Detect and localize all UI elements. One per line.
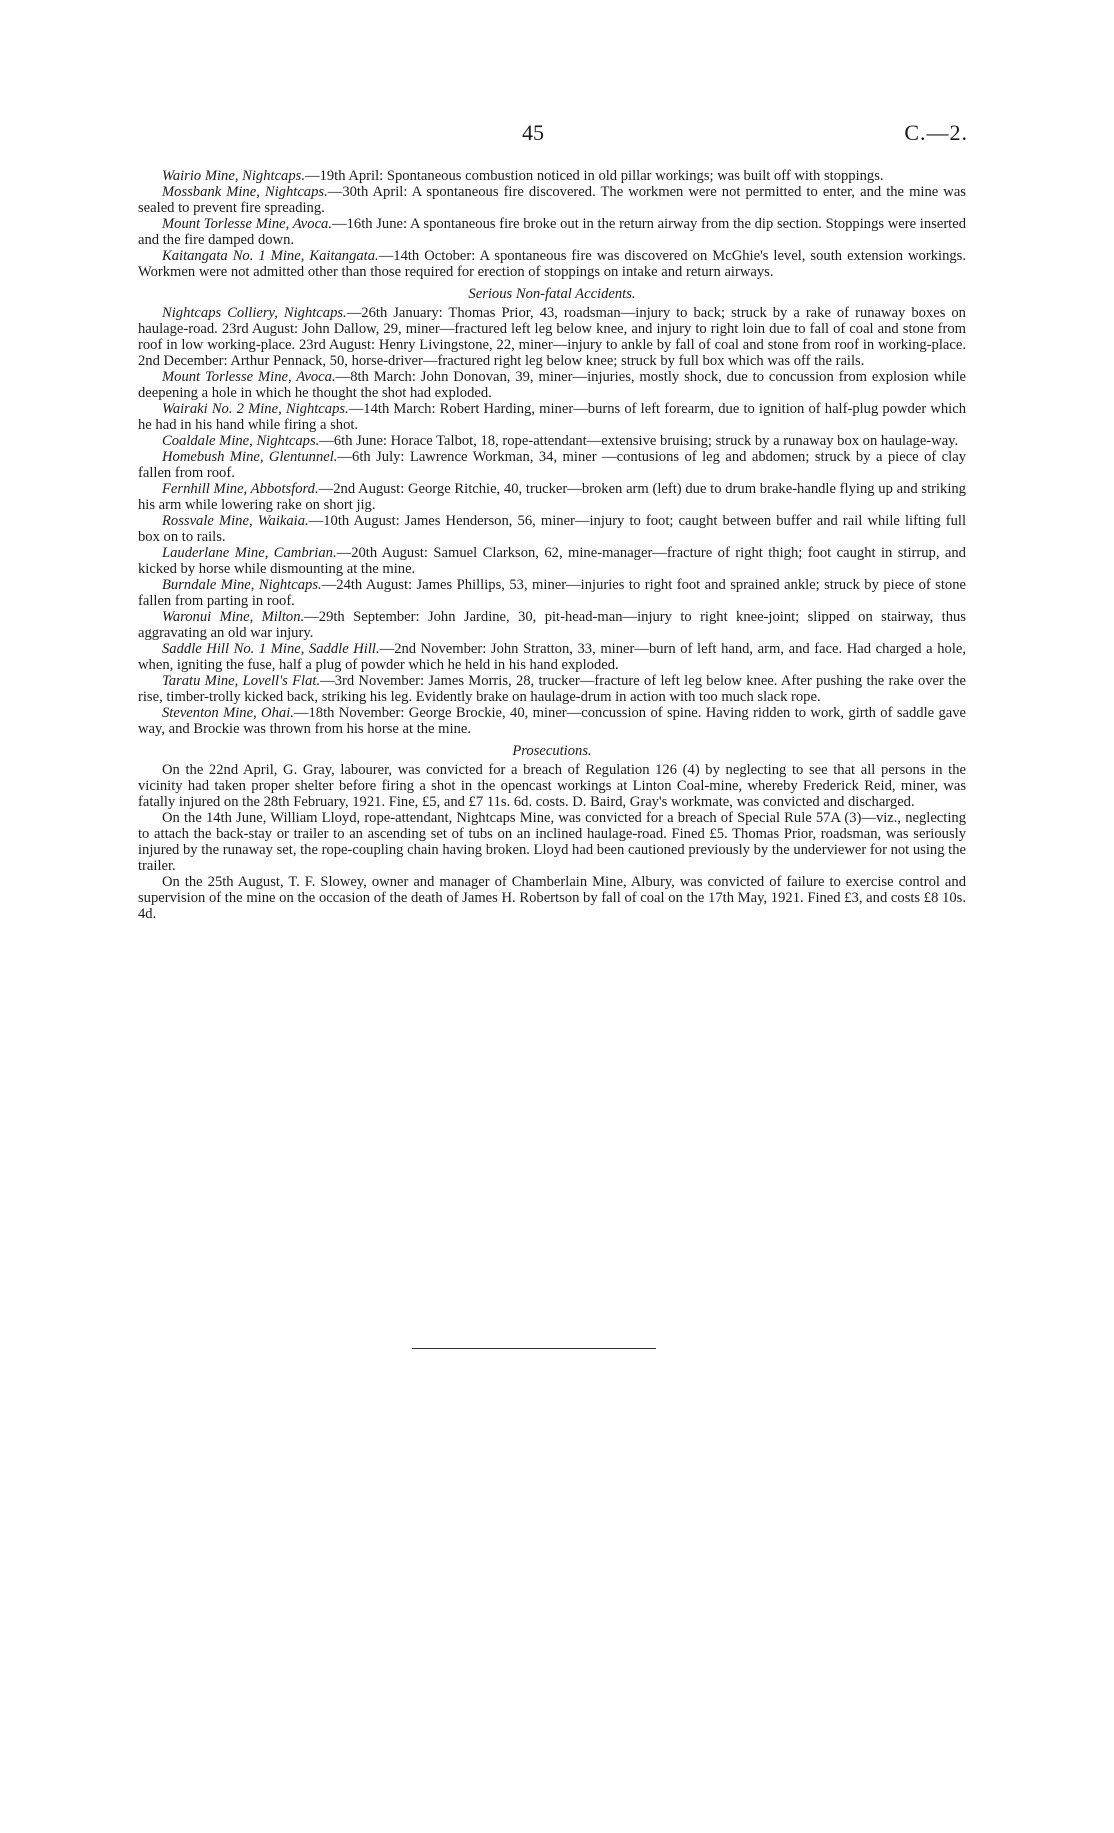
accident-entry [138,577,966,609]
prosecution-paragraph: On the 14th June, William Lloyd, rope-attendant, Nightcaps Mine, was convicted for a breach of Special Rule 57A (3)—viz., neglecting to attach the back-stay or trailer to an ascending set of tubs on an inclined haulage-road. Fined £5. Thomas Prior, roadsman, was seriously injured by the runaway set, the rope-coupling chain having broken. Lloyd had been cautioned previously by the underviewer for not using the trailer. [138,810,966,874]
entry-text: —6th June: Horace Talbot, 18, rope-attendant—extensive bruising; struck by a runaway box on haulage-way. [319,433,959,449]
accident-entry [138,545,966,577]
fire-reports [138,168,966,280]
mine-name: Nightcaps Colliery, Nightcaps. [162,305,347,321]
end-rule [412,1348,656,1349]
mine-name: Coaldale Mine, Nightcaps. [162,433,320,449]
prosecution-paragraph: On the 22nd April, G. Gray, labourer, was convicted for a breach of Regulation 126 (4) by neglecting to see that all persons in the vicinity had taken proper shelter before firing a shot in the opencast workings at Linton Coal-mine, whereby Frederick Reid, miner, was fatally injured on the 28th February, 1921. Fine, £5, and £7 11s. 6d. costs. D. Baird, Gray's workmate, was convicted and discharged. [138,762,966,810]
accident-entry [138,401,966,433]
page-body [138,168,966,922]
mine-name: Lauderlane Mine, Cambrian. [162,545,337,561]
prosecutions-heading: Prosecutions. [512,743,592,759]
entry-text: —10th August: James Henderson, 56, miner—injury to foot; caught between buffer and rail while lifting full box on to rails. [138,513,967,545]
mine-name: Mount Torlesse Mine, Avoca. [162,369,336,385]
entry-text: —14th October: A spontaneous fire was discovered on McGhie's level, south extension workings. Workmen were not admitted other than those required for erection of stoppings on intake and return airways. [138,248,966,280]
mine-name: Burndale Mine, Nightcaps. [162,577,322,593]
entry-text: —19th April: Spontaneous combustion noticed in old pillar workings; was built off with stoppings. [304,168,884,184]
accidents-heading: Serious Non-fatal Accidents. [468,286,636,302]
entry-text: —16th June: A spontaneous fire broke out in the return airway from the dip section. Stoppings were inserted and the fire damped down. [138,216,967,248]
entry-text: —2nd August: George Ritchie, 40, trucker—broken arm (left) due to drum brake-handle flying up and striking his arm while lowering rake on short jig. [138,481,966,513]
fire-entry [138,184,966,216]
mine-name: Fernhill Mine, Abbotsford. [162,481,319,497]
accident-entry [138,673,966,705]
entry-text: —20th August: Samuel Clarkson, 62, mine-manager—fracture of right thigh; foot caught in stirrup, and kicked by horse while dismounting at the mine. [138,545,966,577]
mine-name: Rossvale Mine, Waikaia. [162,513,309,529]
page-header [0,120,1114,150]
entry-text: —3rd November: James Morris, 28, trucker—fracture of left leg below knee. After pushing the rake over the rise, timber-trolly kicked back, striking his leg. Evidently brake on haulage-drum in action with too much slack rope. [138,673,966,705]
fire-entry [138,248,966,280]
entry-text: —30th April: A spontaneous fire discovered. The workmen were not permitted to enter, and the mine was sealed to prevent fire spreading. [138,184,966,216]
accident-entry [138,641,966,673]
entry-text: —26th January: Thomas Prior, 43, roadsman—injury to back; struck by a rake of runaway boxes on haulage-road. 23rd August: John Dallow, 29, miner—fractured left leg below knee, and injury to right loin due to fall of coal and stone from roof in low working-place. 23rd August: Henry Livingstone, 22, miner—injury to ankle by fall of coal and stone from roof in working-place. 2nd December: Arthur Pennack, 50, horse-driver—fractured right leg below knee; struck by full box which was off the rails. [138,305,966,369]
fire-entry [138,216,966,248]
prosecution-list [138,762,966,922]
mine-name: Saddle Hill No. 1 Mine, Saddle Hill. [162,641,380,657]
entry-text: —8th March: John Donovan, 39, miner—injuries, mostly shock, due to concussion from explosion while deepening a hole in which he thought the shot had exploded. [138,369,967,401]
entry-text: —2nd November: John Stratton, 33, miner—burn of left hand, arm, and face. Had charged a hole, when, igniting the fuse, half a plug of powder which he held in his hand exploded. [138,641,966,673]
mine-name: Wairio Mine, Nightcaps. [162,168,305,184]
entry-text: —18th November: George Brockie, 40, miner—concussion of spine. Having ridden to work, girth of saddle gave way, and Brockie was thrown from his horse at the mine. [138,705,966,737]
mine-name: Wairaki No. 2 Mine, Nightcaps. [162,401,349,417]
accident-list [138,305,966,737]
accident-entry [138,513,966,545]
prosecution-paragraph: On the 25th August, T. F. Slowey, owner and manager of Chamberlain Mine, Albury, was convicted of failure to exercise control and supervision of the mine on the occasion of the death of James H. Robertson by fall of coal on the 17th May, 1921. Fined £3, and costs £8 10s. 4d. [138,874,966,922]
accident-entry [138,369,966,401]
page-number: 45 [522,120,544,145]
entry-text: —29th September: John Jardine, 30, pit-head-man—injury to right knee-joint; slipped on stairway, thus aggravating an old war injury. [138,609,966,641]
accident-entry [138,305,966,369]
mine-name: Waronui Mine, Milton. [162,609,305,625]
mine-name: Mossbank Mine, Nightcaps. [162,184,328,200]
mine-name: Steventon Mine, Ohai. [162,705,294,721]
entry-text: —6th July: Lawrence Workman, 34, miner —contusions of leg and abdomen; struck by a piece of clay fallen from roof. [138,449,966,481]
mine-name: Homebush Mine, Glentunnel. [162,449,338,465]
document-reference: C.—2. [904,120,968,145]
fire-entry [138,168,966,184]
entry-text: —24th August: James Phillips, 53, miner—injuries to right foot and sprained ankle; struck by piece of stone fallen from parting in roof. [138,577,966,609]
accident-entry [138,433,966,449]
accident-entry [138,449,966,481]
accident-entry [138,609,966,641]
mine-name: Mount Torlesse Mine, Avoca. [162,216,333,232]
accident-entry [138,705,966,737]
mine-name: Taratu Mine, Lovell's Flat. [162,673,321,689]
accident-entry [138,481,966,513]
mine-name: Kaitangata No. 1 Mine, Kaitangata. [162,248,379,264]
entry-text: —14th March: Robert Harding, miner—burns of left forearm, due to ignition of half-plug powder which he had in his hand while firing a shot. [138,401,967,433]
